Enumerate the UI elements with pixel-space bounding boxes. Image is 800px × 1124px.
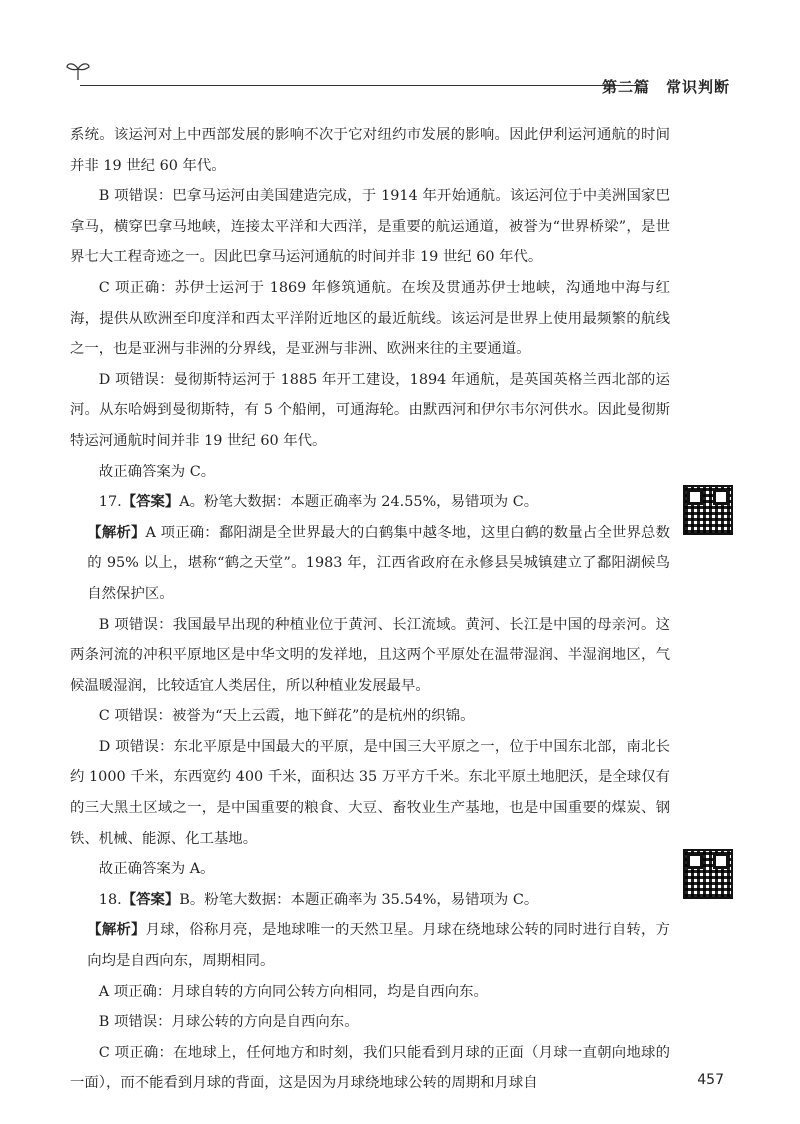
page-content (70, 120, 670, 1099)
paragraph: D 项错误：曼彻斯特运河于 1885 年开工建设，1894 年通航，是英国英格兰西北部的运河。从东哈姆到曼彻斯特，有 5 个船闸，可通海轮。由默西河和伊尔韦尔河供水。因此曼彻斯特运河通航时间并非 19 世纪 60 年代。 (70, 371, 670, 449)
answer-18: 18.【答案】B。粉笔大数据：本题正确率为 35.54%，易错项为 C。 (98, 891, 539, 908)
paragraph: D 项错误：东北平原是中国最大的平原，是中国三大平原之一，位于中国东北部，南北长约 1000 千米，东西宽约 400 千米，面积达 35 万平方千米。东北平原土地肥沃，是全球仅有的三大黑土区域之一，是中国重要的粮食、大豆、畜牧业生产基地，也是中国重要的煤炭、钢铁、机械、能源、化工基地。 (70, 738, 670, 847)
sprout-icon (64, 58, 92, 82)
analysis-17: 【解析】A 项正确：鄱阳湖是全世界最大的白鹤集中越冬地，这里白鹤的数量占全世界总数的 95% 以上，堪称“鹤之天堂”。1983 年，江西省政府在永修县吴城镇建立了鄱阳湖候鸟自然保护区。 (87, 524, 670, 602)
paragraph: B 项错误：巴拿马运河由美国建造完成，于 1914 年开始通航。该运河位于中美洲国家巴拿马，横穿巴拿马地峡，连接太平洋和大西洋，是重要的航运通道，被誉为“世界桥梁”，是世界七大工程奇迹之一。因此巴拿马运河通航的时间并非 19 世纪 60 年代。 (70, 188, 670, 266)
qr-code-icon[interactable] (683, 485, 733, 535)
analysis-label: 【解析】 (87, 922, 146, 939)
paragraph: B 项错误：我国最早出现的种植业位于黄河、长江流域。黄河、长江是中国的母亲河。这两条河流的冲积平原地区是中华文明的发祥地，且这两个平原处在温带湿润、半湿润地区，气候温暖湿润，比较适宜人类居住，所以种植业发展最早。 (70, 616, 670, 694)
answer-label: 【答案】 (121, 891, 180, 908)
analysis-18: 【解析】月球，俗称月亮，是地球唯一的天然卫星。月球在绕地球公转的同时进行自转，方向均是自西向东，周期相同。 (87, 922, 670, 970)
paragraph: 系统。该运河对上中西部发展的影响不次于它对纽约市发展的影响。因此伊利运河通航的时间并非 19 世纪 60 年代。 (70, 127, 670, 174)
header-rule (80, 85, 640, 86)
section-title: 第二篇 常识判断 (601, 78, 730, 96)
page-header (60, 54, 740, 94)
answer-label: 【答案】 (121, 494, 180, 511)
paragraph: C 项错误：被誉为“天上云霞，地下鲜花”的是杭州的织锦。 (98, 708, 475, 725)
analysis-label: 【解析】 (87, 524, 146, 541)
paragraph: B 项错误：月球公转的方向是自西向东。 (98, 1014, 359, 1031)
answer-17: 17.【答案】A。粉笔大数据：本题正确率为 24.55%，易错项为 C。 (98, 494, 539, 511)
paragraph: 故正确答案为 C。 (98, 463, 216, 480)
qr-code-icon[interactable] (683, 849, 733, 899)
paragraph: C 项正确：在地球上，任何地方和时刻，我们只能看到月球的正面（月球一直朝向地球的一面），而不能看到月球的背面，这是因为月球绕地球公转的周期和月球自 (70, 1044, 670, 1092)
paragraph: A 项正确：月球自转的方向同公转方向相同，均是自西向东。 (98, 983, 488, 1000)
paragraph: C 项正确：苏伊士运河于 1869 年修筑通航。在埃及贯通苏伊士地峡，沟通地中海与红海，提供从欧洲至印度洋和西太平洋附近地区的最近航线。该运河是世界上使用最频繁的航线之一，也是亚洲与非洲的分界线，是亚洲与非洲、欧洲来往的主要通道。 (70, 279, 670, 358)
paragraph: 故正确答案为 A。 (98, 861, 215, 878)
page-number: 457 (697, 1072, 724, 1088)
